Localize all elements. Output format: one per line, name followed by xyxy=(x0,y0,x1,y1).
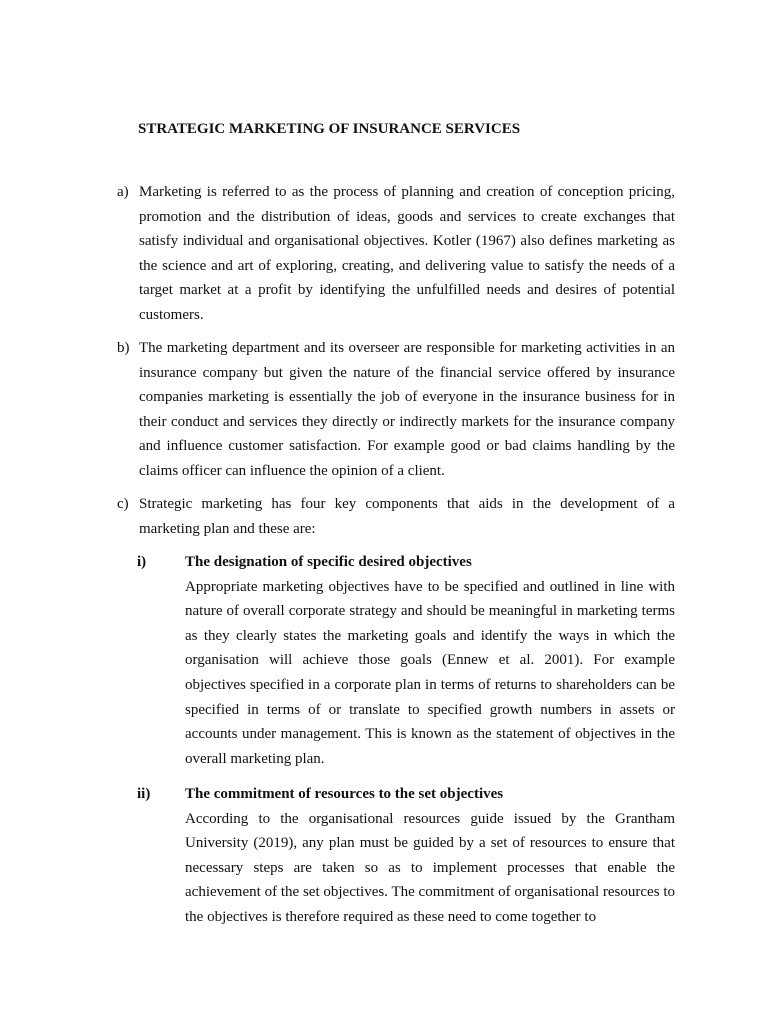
sub-item-numeral: i) xyxy=(137,554,147,570)
list-item-a xyxy=(117,180,675,328)
sub-item-heading: The commitment of resources to the set objectives xyxy=(185,786,504,802)
sub-item-body: Appropriate marketing objectives have to be specified and outlined in line with nature of overall corporate strategy and should be meaningful in marketing terms as they clearly states the marketing goals and identify the ways in which the organisation will achieve those goals (Ennew et al. 2001). For example objectives specified in a corporate plan in terms of returns to shareholders can be specified in terms of or translate to specified growth numbers in assets or accounts under management. This is known as the statement of objectives in the overall marketing plan. xyxy=(185,578,675,767)
list-marker: a) xyxy=(117,184,129,200)
list-item-text: The marketing department and its overseer are responsible for marketing activities in an insurance company but given the nature of the financial service offered by insurance companies marketing is essentially the job of everyone in the insurance business for in their conduct and services they directly or indirectly markets for the insurance company and influence customer satisfaction. For example good or bad claims handling by the claims officer can influence the opinion of a client. xyxy=(139,340,675,479)
sub-item-heading: The designation of specific desired objectives xyxy=(185,554,472,570)
list-item-c xyxy=(117,492,675,541)
list-item-b xyxy=(117,336,675,484)
list-item-text: Marketing is referred to as the process of planning and creation of conception pricing, promotion and the distribution of ideas, goods and services to create exchanges that satisfy individual and organisational objectives. Kotler (1967) also defines marketing as the science and art of exploring, creating, and delivering value to satisfy the needs of a target market at a profit by identifying the unfulfilled needs and desires of potential customers. xyxy=(139,184,675,323)
list-marker: b) xyxy=(117,340,130,356)
list-item-text: Strategic marketing has four key components that aids in the development of a marketing plan and these are: xyxy=(139,496,675,537)
document-title: STRATEGIC MARKETING OF INSURANCE SERVICES xyxy=(138,121,521,137)
sub-item-ii xyxy=(137,782,675,930)
sub-item-i xyxy=(137,550,675,771)
sub-item-numeral: ii) xyxy=(137,786,151,802)
sub-item-body: According to the organisational resources guide issued by the Grantham University (2019), any plan must be guided by a set of resources to ensure that necessary steps are taken so as to implement processes that enable the achievement of the set objectives. The commitment of organisational resources to the objectives is therefore required as these need to come together to xyxy=(185,810,675,925)
list-marker: c) xyxy=(117,496,129,512)
